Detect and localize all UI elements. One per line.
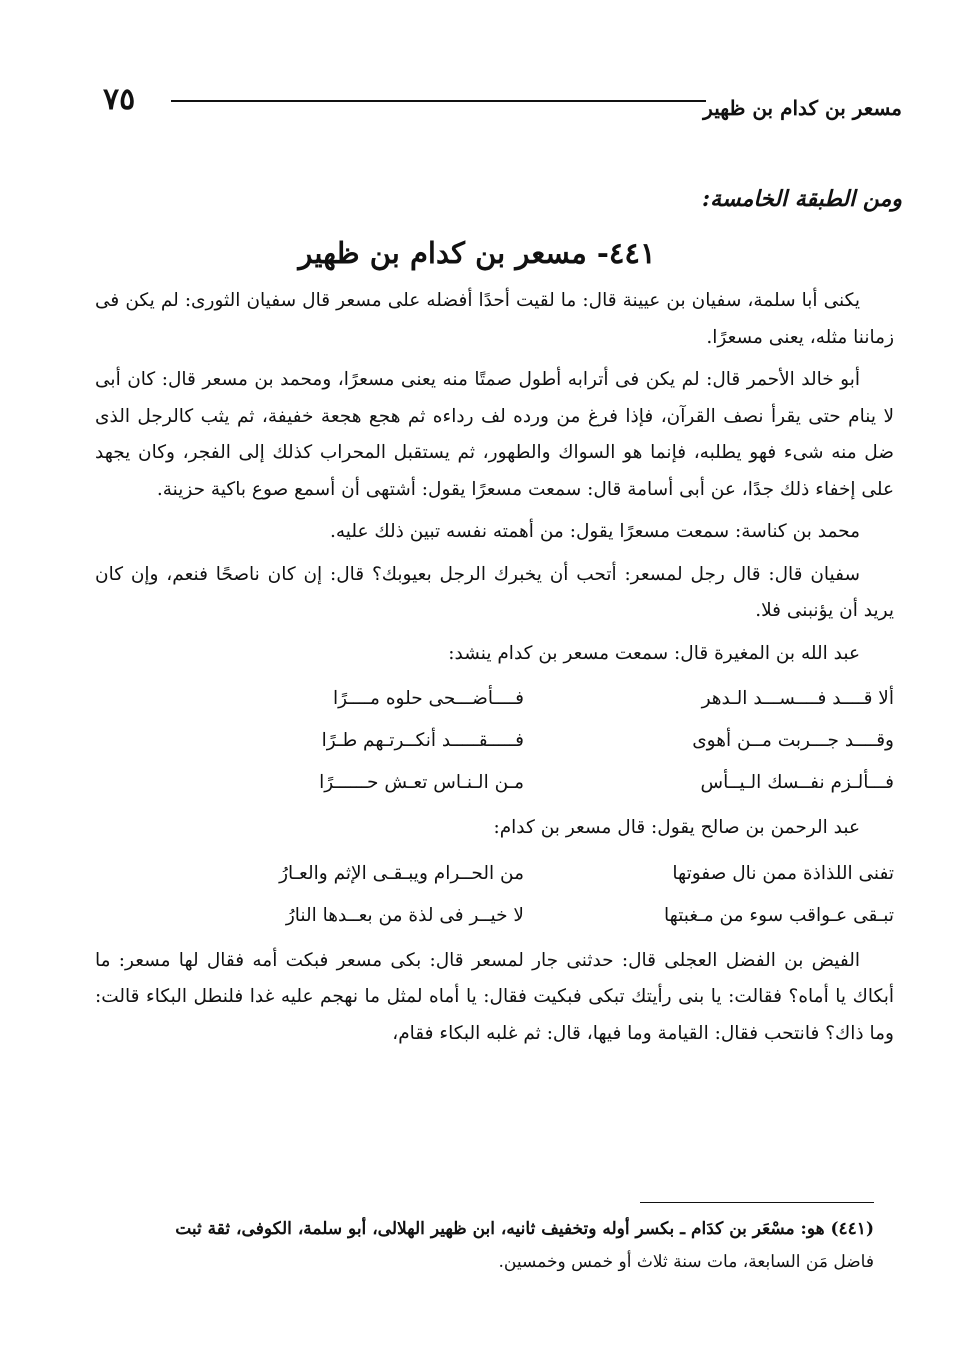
verse-second-hemistich: فــــأضـــحى حلوه مــــرًا — [333, 688, 524, 709]
paragraph: يكنى أبا سلمة، سفيان بن عيينة قال: ما لقيت أحدًا أفضله على مسعر قال سفيان الثورى: لم يكن فى زماننا مثله، يعنى مسعرًا. — [95, 290, 894, 348]
footnote — [80, 1213, 874, 1279]
entry-title: ٤٤١- مسعر بن كدام بن ظهير — [298, 236, 656, 270]
page-number: ٧٥ — [103, 82, 136, 117]
footnote-line: (٤٤١) هو: مسْعَر بن كدَام ـ بكسر أوله وتخفيف ثانيه، ابن ظهير الهلالى، أبو سلمة، الكوفى، ثقة ثبت — [175, 1219, 874, 1239]
verse-second-hemistich: مـن الـنـاس تعـش حــــــرًا — [319, 772, 524, 793]
verse-line — [95, 722, 894, 760]
section-heading: ومن الطبقة الخامسة: — [702, 186, 902, 212]
verse-first-hemistich: وقــــد جـــربت مــن أهوى — [692, 730, 894, 751]
verse-first-hemistich: تفنى اللذاذة ممن نال صفوتها — [672, 862, 894, 884]
paragraph: عبد الرحمن بن صالح يقول: قال مسعر بن كدام: — [493, 817, 860, 838]
verse-first-hemistich: ألا قــــد فــــســـد الـدهر — [701, 688, 894, 709]
verse-second-hemistich: لا خيــر فى لذة من بعــدها النارُ — [285, 904, 524, 926]
footnote-line: فاضل مَن السابعة، مات سنة ثلاث أو خمس وخمسين. — [498, 1252, 874, 1272]
verse-line — [95, 680, 894, 718]
page-header — [95, 82, 902, 122]
verse-line — [95, 897, 894, 935]
footnote-rule — [640, 1202, 874, 1203]
running-title: مسعر بن كدام بن ظهير — [703, 96, 902, 120]
verse-first-hemistich: تبـقى عـواقب سوء من مـغبتها — [664, 904, 894, 926]
paragraph: أبو خالد الأحمر قال: لم يكن فى أترابه أطول صمتًا منه يعنى مسعرًا، ومحمد بن مسعر قال: كان أبى لا ينام حتى يقرأ نصف القرآن، فإذا فرغ من ورده لف رداءه ثم هجع هجعة خفيفة، ثم يثب كالرجل الذى ضل منه شىء فهو يطلبه، فإنما هو السواك والطهور، ثم يستقبل المحراب كذلك إلى الفجر، وكان يجهد على إخفاء ذلك جدًا، عن أبى أسامة قال: سمعت مسعرًا يقول: أشتهى أن أسمع صوع باكية حزينة. — [95, 369, 894, 500]
verse-line — [95, 764, 894, 802]
verse-line — [95, 855, 894, 893]
poem-block — [95, 855, 894, 935]
verse-second-hemistich: فـــــقـــــد أنكــرتـهم طـرًا — [321, 730, 524, 751]
poem-block — [95, 680, 894, 802]
header-rule — [171, 100, 706, 102]
verse-second-hemistich: من الحــرام ويبـقـى الإثم والعـارُ — [279, 862, 524, 884]
paragraph: عبد الله بن المغيرة قال: سمعت مسعر بن كدام ينشد: — [448, 642, 860, 664]
paragraph: محمد بن كناسة: سمعت مسعرًا يقول: من أهمته نفسه تبين ذلك عليه. — [330, 521, 860, 542]
body-text — [95, 283, 894, 1058]
paragraph: سفيان قال: قال رجل لمسعر: أتحب أن يخبرك الرجل بعيوبك؟ قال: إن كان ناصحًا فنعم، وإن كان يريد أن يؤنبنى فلا. — [95, 563, 894, 621]
paragraph: الفيض بن الفضل العجلى قال: حدثنى جار لمسعر قال: بكى مسعر فبكت أمه فقال لها مسعر: ما أبكاك يا أماه؟ فقالت: يا بنى رأيتك تبكى فبكيت فقال: يا أماه لمثل ما نهجم عليه غدا فلنطل البكاء قالت: وما ذاك؟ فانتحب فقال: القيامة وما فيها، قال: ثم غلبه البكاء فقام، — [95, 949, 894, 1044]
verse-first-hemistich: فـــألـزم نفــسك الـيــأس — [700, 772, 894, 793]
